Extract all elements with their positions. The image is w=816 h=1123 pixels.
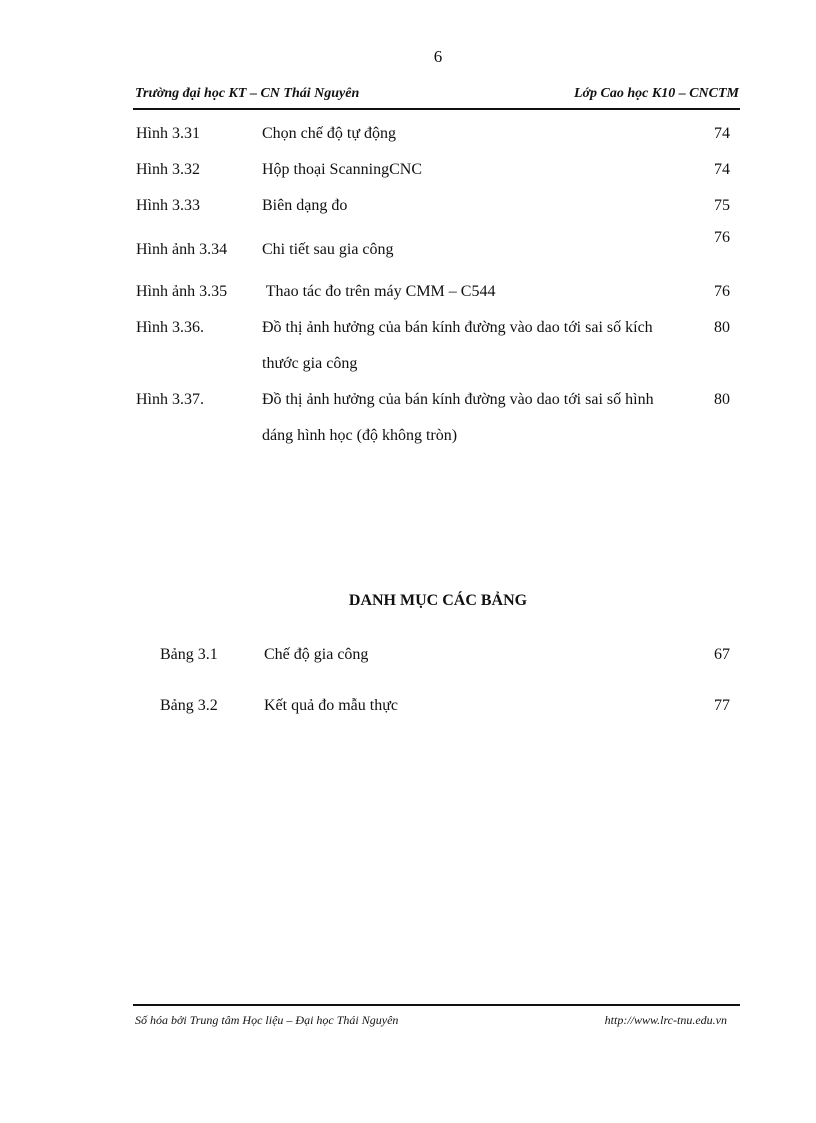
table-title: Kết quả đo mẫu thực [264, 697, 398, 714]
figure-list [136, 116, 732, 454]
figure-page-number: 74 [714, 125, 730, 142]
table-page-number: 77 [714, 697, 730, 714]
figure-label: Hình 3.36. [136, 319, 204, 336]
table-list [160, 640, 732, 742]
figure-title: Biên dạng đo [262, 197, 348, 214]
table-page-number: 67 [714, 646, 730, 663]
footer-digitized-by: Số hóa bởi Trung tâm Học liệu – Đại học Thái Nguyên [135, 1013, 399, 1027]
figure-page-number: 80 [714, 319, 730, 336]
table-label: Bảng 3.1 [160, 646, 218, 663]
footer-divider [133, 1004, 740, 1006]
table-entry [160, 691, 732, 742]
figure-page-number: 74 [714, 161, 730, 178]
figure-page-number: 76 [714, 283, 730, 300]
figure-label: Hình 3.32 [136, 161, 200, 178]
figure-entry [136, 310, 732, 382]
table-title: Chế độ gia công [264, 646, 369, 663]
tables-list-heading: DANH MỤC CÁC BẢNG [348, 592, 528, 609]
table-label: Bảng 3.2 [160, 697, 218, 714]
figure-page-number: 80 [714, 391, 730, 408]
figure-title: Chi tiết sau gia công [262, 241, 394, 258]
figure-label: Hình ảnh 3.35 [136, 283, 228, 300]
figure-entry [136, 224, 732, 274]
figure-title: Thao tác đo trên máy CMM – C544 [262, 283, 496, 300]
figure-title: Đồ thị ảnh hưởng của bán kính đường vào dao tới sai số hình dáng hình học (độ không tròn) [262, 391, 654, 444]
running-header [135, 86, 739, 106]
figure-label: Hình 3.31 [136, 125, 200, 142]
page-number: 6 [433, 47, 443, 66]
table-entry [160, 640, 732, 691]
footer-website: http://www.lrc-tnu.edu.vn [604, 1013, 727, 1027]
header-class: Lớp Cao học K10 – CNCTM [573, 86, 739, 101]
figure-entry [136, 152, 732, 188]
figure-entry [136, 382, 732, 454]
figure-page-number: 76 [714, 229, 730, 246]
header-university: Trường đại học KT – CN Thái Nguyên [135, 86, 360, 101]
figure-entry [136, 274, 732, 310]
figure-title: Đồ thị ảnh hưởng của bán kính đường vào dao tới sai số kích thước gia công [262, 319, 653, 372]
figure-entry [136, 188, 732, 224]
figure-label: Hình ảnh 3.34 [136, 241, 228, 258]
figure-label: Hình 3.33 [136, 197, 200, 214]
header-divider [133, 108, 740, 110]
figure-page-number: 75 [714, 197, 730, 214]
figure-title: Hộp thoại ScanningCNC [262, 161, 422, 178]
figure-entry [136, 116, 732, 152]
figure-label: Hình 3.37. [136, 391, 204, 408]
figure-title: Chọn chế độ tự động [262, 125, 396, 142]
